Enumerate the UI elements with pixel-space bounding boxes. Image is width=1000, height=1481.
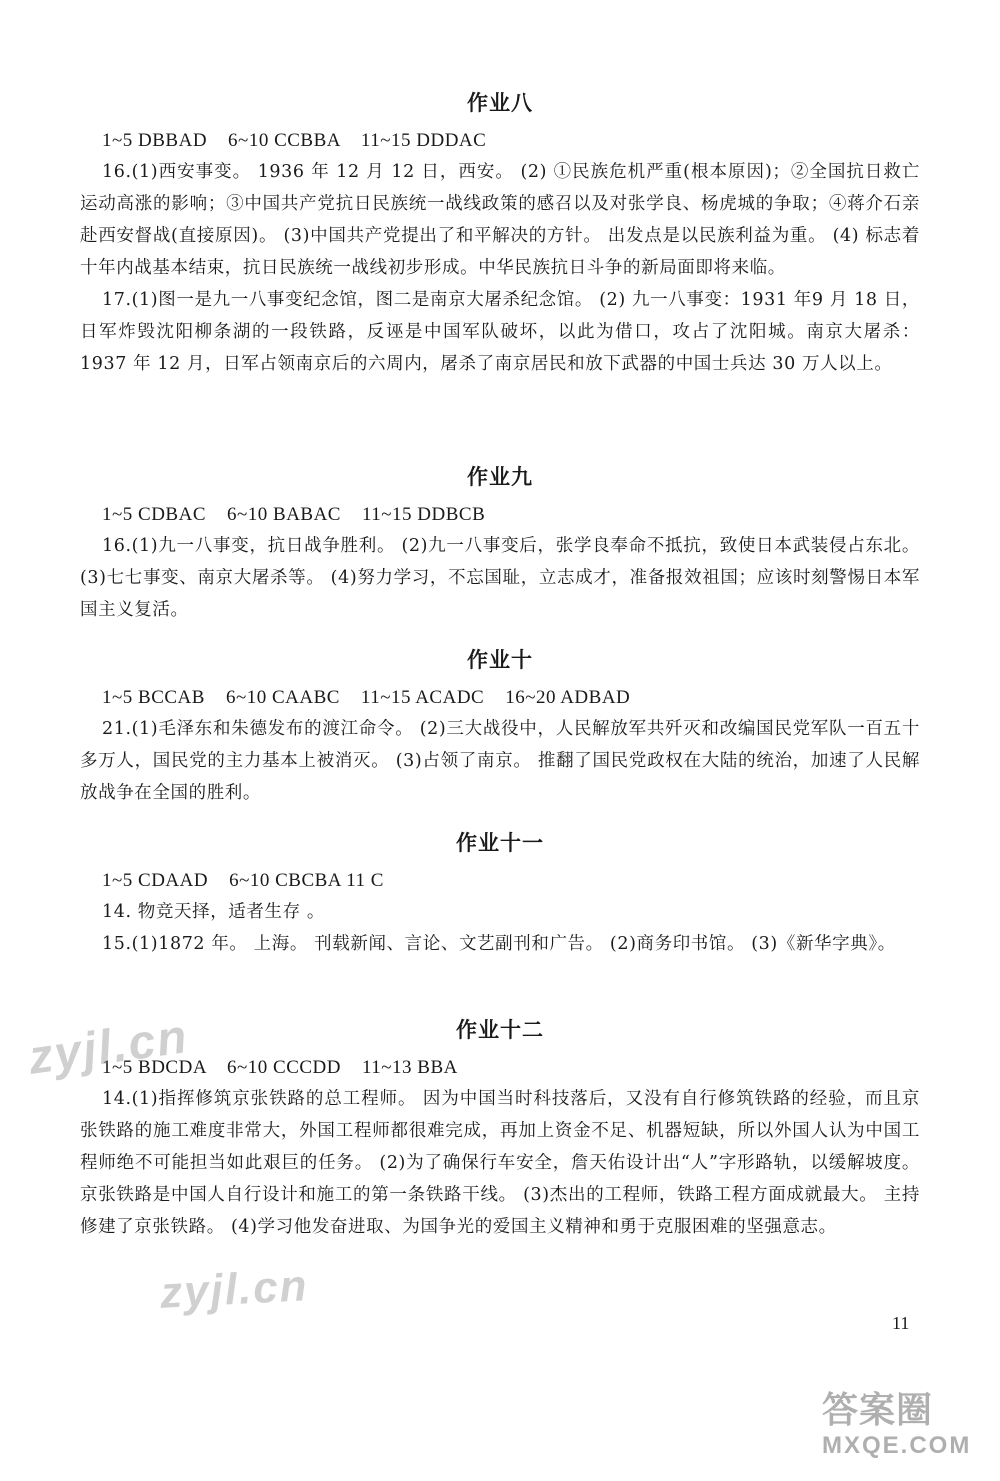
logo-mark: 答案圈 [822, 1390, 934, 1431]
answer-paragraph: 17.(1)图一是九一八事变纪念馆，图二是南京大屠杀纪念馆。 (2) 九一八事变：1931 年9 月 18 日，日军炸毁沈阳柳条湖的一段铁路，反诬是中国军队破坏，以此为借口，攻占了沈阳城。南京大屠杀：1937 年 12 月，日军占领南京后的六周内，屠杀了南京居民和放下武器的中国士兵达 30 万人以上。 [80, 290, 920, 374]
choice-answers: 1~5 BDCDA 6~10 CCCDD 11~13 BBA [102, 1057, 458, 1078]
section-title: 作业九 [467, 465, 533, 489]
section-homework-8 [80, 88, 920, 380]
choice-answers: 1~5 CDBAC 6~10 BABAC 11~15 DDBCB [102, 504, 486, 525]
watermark: zyjl.cn [158, 1261, 310, 1318]
choice-answers: 1~5 BCCAB 6~10 CAABC 11~15 ACADC 16~20 ADBAD [102, 687, 631, 708]
section-title: 作业八 [467, 91, 533, 115]
section-title: 作业十 [467, 648, 533, 672]
site-logo [822, 1390, 982, 1470]
section-homework-9 [80, 462, 920, 626]
watermark: zyjl.cn [25, 1010, 192, 1085]
answer-paragraph: 16.(1)九一八事变，抗日战争胜利。 (2)九一八事变后，张学良奉命不抵抗，致使日本武装侵占东北。 (3)七七事变、南京大屠杀等。 (4)努力学习，不忘国耻，立志成才，准备报效祖国；应该时刻警惕日本军国主义复活。 [80, 536, 920, 620]
section-title: 作业十一 [456, 831, 544, 855]
choice-answers: 1~5 CDAAD 6~10 CBCBA 11 C [102, 870, 384, 891]
answer-paragraph: 16.(1)西安事变。 1936 年 12 月 12 日，西安。 (2) ①民族危机严重(根本原因)；②全国抗日救亡运动高涨的影响；③中国共产党抗日民族统一战线政策的感召以及对张学良、杨虎城的争取；④蒋介石亲赴西安督战(直接原因)。 (3)中国共产党提出了和平解决的方针。 出发点是以民族利益为重。 (4) 标志着十年内战基本结束，抗日民族统一战线初步形成。中华民族抗日斗争的新局面即将来临。 [80, 162, 920, 278]
section-homework-10 [80, 645, 920, 809]
answer-paragraph: 14. 物竞天择，适者生存 。 [102, 902, 325, 922]
section-title: 作业十二 [456, 1018, 544, 1042]
answer-paragraph: 14.(1)指挥修筑京张铁路的总工程师。 因为中国当时科技落后，又没有自行修筑铁路的经验，而且京张铁路的施工难度非常大，外国工程师都很难完成，再加上资金不足、机器短缺，所以外国人认为中国工程师绝不可能担当如此艰巨的任务。 (2)为了确保行车安全，詹天佑设计出“人”字形路轨，以缓解坡度。 京张铁路是中国人自行设计和施工的第一条铁路干线。 (3)杰出的工程师，铁路工程方面成就最大。 主持修建了京张铁路。 (4)学习他发奋进取、为国争光的爱国主义精神和勇于克服困难的坚强意志。 [80, 1089, 920, 1237]
logo-site: MXQE.COM [822, 1432, 972, 1459]
answer-paragraph: 15.(1)1872 年。 上海。 刊载新闻、言论、文艺副刊和广告。 (2)商务印书馆。 (3)《新华字典》。 [102, 934, 896, 954]
section-homework-12 [80, 1015, 920, 1243]
section-homework-11 [80, 828, 920, 960]
answer-paragraph: 21.(1)毛泽东和朱德发布的渡江命令。 (2)三大战役中，人民解放军共歼灭和改编国民党军队一百五十多万人，国民党的主力基本上被消灭。 (3)占领了南京。 推翻了国民党政权在大陆的统治，加速了人民解放战争在全国的胜利。 [80, 719, 920, 803]
choice-answers: 1~5 DBBAD 6~10 CCBBA 11~15 DDDAC [102, 130, 487, 151]
page-number: 11 [892, 1313, 910, 1333]
